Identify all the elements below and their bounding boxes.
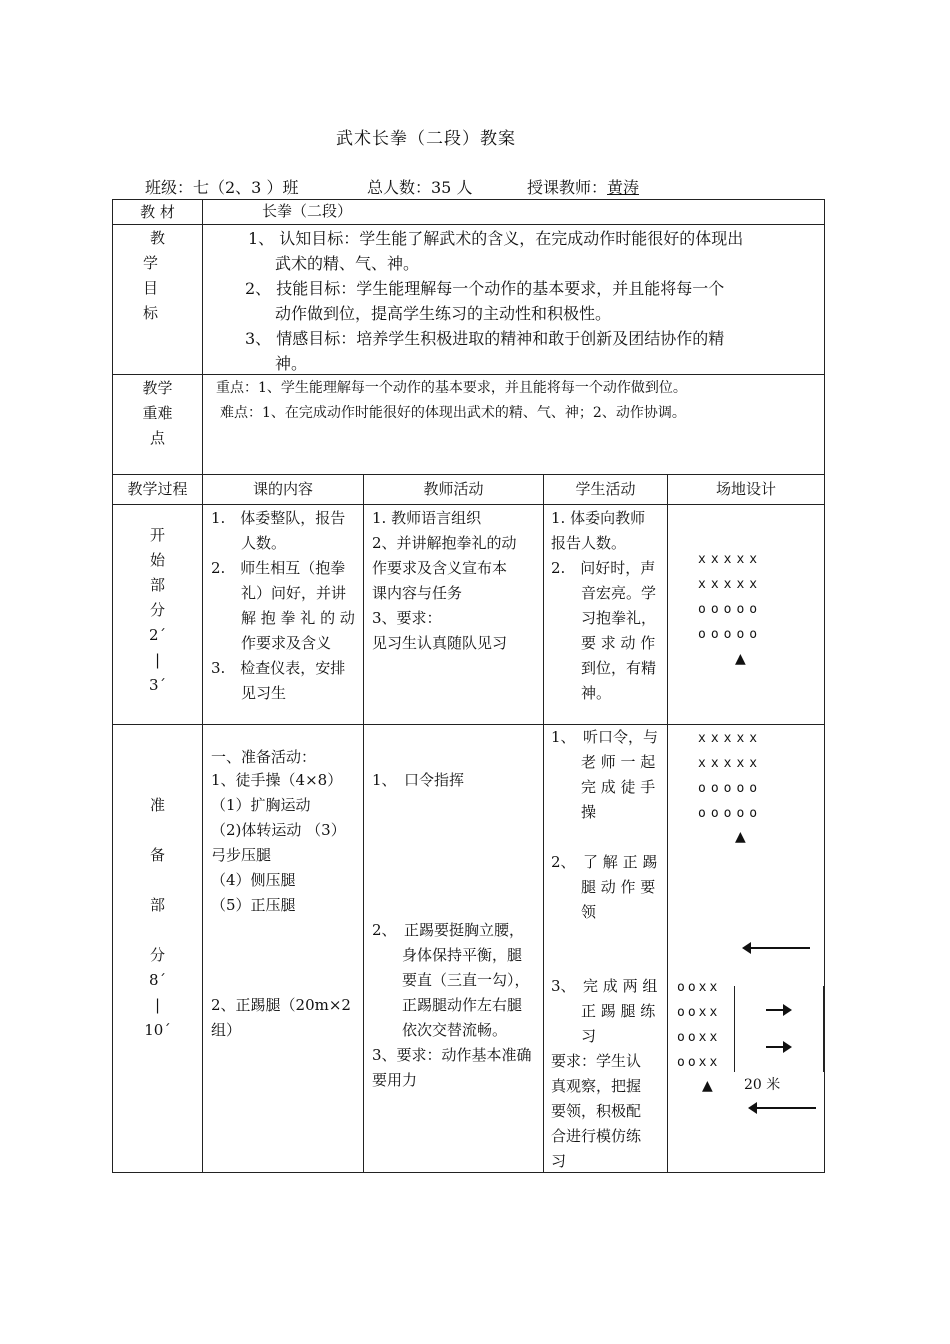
- teacher-line: 3、要求：动作基本准确: [372, 1046, 532, 1064]
- rule: [112, 224, 825, 225]
- goal-label: [113, 226, 202, 326]
- section-label-char: 始: [149, 551, 165, 569]
- end-line: [823, 986, 825, 1072]
- teacher-line: 2、并讲解抱拳礼的动: [372, 534, 517, 552]
- goal-label-char: 学: [142, 254, 158, 272]
- document-title: 武术长拳（二段）教案: [336, 129, 516, 149]
- content-line: 1、徒手操（4×8）: [211, 771, 343, 789]
- formation-row: ooooo: [698, 806, 763, 821]
- goal-label-char: 教: [149, 229, 165, 247]
- rule: [112, 1172, 825, 1173]
- student-line: 要 求 动 作: [551, 634, 656, 652]
- content-line: （4）侧压腿: [211, 871, 296, 889]
- content-line: 2、正踢腿（20m×2: [211, 996, 351, 1014]
- material-label: 教 材: [140, 203, 175, 221]
- section-label-char: 分: [149, 601, 165, 619]
- student-line: 习: [551, 1152, 567, 1170]
- teacher-line: 要直（三直一勾），: [372, 971, 530, 989]
- student-line: 腿 动 作 要: [551, 878, 656, 896]
- line-row: ooxx: [677, 980, 721, 995]
- arrow-left-icon: [742, 942, 810, 954]
- teacher-triangle-icon: ▲: [735, 829, 746, 845]
- student-line: 习: [551, 1027, 597, 1045]
- student-line: 音宏亮。学: [551, 584, 657, 602]
- prep-section-label: [113, 793, 202, 1043]
- student-line: 报告人数。: [551, 534, 627, 552]
- line-row: ooxx: [677, 1030, 721, 1045]
- header-site: 场地设计: [715, 480, 776, 498]
- teacher-line: 要用力: [372, 1071, 418, 1089]
- section-label-char: 准: [149, 796, 165, 814]
- content-line: （5）正压腿: [211, 896, 296, 914]
- student-line: 2、 了 解 正 踢: [551, 853, 658, 871]
- rule: [112, 199, 825, 200]
- student-line: 到位，有精: [551, 659, 657, 677]
- teacher-name: 黄涛: [607, 178, 640, 197]
- content-line: 作要求及含义: [211, 634, 332, 652]
- teacher-line: 正踢腿动作左右腿: [372, 996, 523, 1014]
- content-line: 解 抱 拳 礼 的 动: [211, 609, 355, 627]
- student-line: 正 踢 腿 练: [551, 1002, 656, 1020]
- material-value: 长拳（二段）: [262, 202, 353, 220]
- goal-line: 武术的精、气、神。: [275, 254, 420, 273]
- teacher-label: [527, 175, 639, 198]
- section-label-char: 部: [149, 576, 165, 594]
- teacher-line: 身体保持平衡，腿: [372, 946, 523, 964]
- header-teacher: 教师活动: [423, 480, 484, 498]
- line-row: ooxx: [677, 1005, 721, 1020]
- key-point: 重点：1、学生能理解每一个动作的基本要求，并且能将每一个动作做到位。: [216, 380, 687, 396]
- student-line: 2. 问好时，声: [551, 559, 656, 577]
- student-line: 领: [551, 903, 597, 921]
- content-line: 组）: [211, 1021, 242, 1039]
- section-label-char: 备: [149, 846, 165, 864]
- teacher-line: 3、要求：: [372, 609, 442, 627]
- section-label-char: 8´: [148, 971, 167, 989]
- formation-row: xxxxx: [698, 552, 763, 567]
- rule: [202, 199, 203, 1173]
- formation-row: xxxxx: [698, 577, 763, 592]
- teacher-triangle-icon: ▲: [702, 1078, 713, 1094]
- teacher-line: 1. 教师语言组织: [372, 509, 482, 527]
- formation-row: xxxxx: [698, 731, 763, 746]
- student-line: 要领，积极配: [551, 1102, 642, 1120]
- arrow-left-icon: [748, 1102, 816, 1114]
- student-line: 要求：学生认: [551, 1052, 642, 1070]
- student-line: 完 成 徒 手: [551, 778, 656, 796]
- section-label-char: |: [154, 651, 161, 669]
- key-label-line: 点: [149, 429, 165, 447]
- teacher-line: 1、 口令指挥: [372, 771, 465, 789]
- rule: [667, 474, 668, 1173]
- formation-row: ooooo: [698, 781, 763, 796]
- goal-label-char: 目: [142, 279, 158, 297]
- student-line: 老 师 一 起: [551, 753, 656, 771]
- formation-row: xxxxx: [698, 756, 763, 771]
- student-line: 习抱拳礼，: [551, 609, 657, 627]
- student-line: 真观察，把握: [551, 1077, 642, 1095]
- arrow-right-icon: [766, 1041, 792, 1053]
- teacher-line: 见习生认真随队见习: [372, 634, 508, 652]
- rule: [363, 474, 364, 1173]
- content-line: 见习生: [211, 684, 287, 702]
- teacher-line: 依次交替流畅。: [372, 1021, 508, 1039]
- header-content: 课的内容: [252, 480, 313, 498]
- goal-line: 动作做到位，提高学生练习的主动性和积极性。: [275, 304, 612, 323]
- content-line: 1. 体委整队，报告: [211, 509, 346, 527]
- goal-line: 3、 情感目标：培养学生积极进取的精神和敢于创新及团结协作的精: [245, 329, 725, 348]
- section-label-char: 10´: [144, 1021, 171, 1039]
- content-line: （1）扩胸运动: [211, 796, 311, 814]
- content-line: 3. 检查仪表，安排: [211, 659, 346, 677]
- header-student: 学生活动: [575, 480, 636, 498]
- content-line: 弓步压腿: [211, 846, 272, 864]
- class-info: 班级：七（2、3 ）班: [145, 178, 299, 197]
- teacher-triangle-icon: ▲: [735, 651, 746, 667]
- difficult-point: 难点：1、在完成动作时能很好的体现出武术的精、气、神；2、动作协调。: [220, 405, 686, 421]
- formation-row: ooooo: [698, 602, 763, 617]
- section-label-char: 分: [149, 946, 165, 964]
- start-line: [734, 986, 735, 1072]
- content-line: （2)体转运动 （3）: [211, 821, 346, 839]
- section-label-char: |: [154, 996, 161, 1014]
- content-line: 2. 师生相互（抱拳: [211, 559, 346, 577]
- rule: [112, 724, 825, 725]
- arrow-right-icon: [766, 1004, 792, 1016]
- goal-label-char: 标: [142, 304, 158, 322]
- formation-row: ooooo: [698, 627, 763, 642]
- distance-label: 20 米: [744, 1077, 781, 1093]
- rule: [112, 504, 825, 505]
- section-label-char: 2´: [148, 626, 167, 644]
- student-line: 1. 体委向教师: [551, 509, 646, 527]
- teacher-line: 课内容与任务: [372, 584, 463, 602]
- goal-line: 1、 认知目标：学生能了解武术的含义，在完成动作时能很好的体现出: [248, 229, 744, 248]
- student-line: 合进行模仿练: [551, 1127, 642, 1145]
- section-label-char: 开: [149, 526, 165, 544]
- goal-line: 2、 技能目标：学生能理解每一个动作的基本要求，并且能将每一个: [245, 279, 725, 298]
- total-students: 总人数：35 人: [367, 178, 473, 197]
- student-line: 3、 完 成 两 组: [551, 977, 658, 995]
- teacher-line: 2、 正踢要挺胸立腰，: [372, 921, 525, 939]
- goal-line: 神。: [275, 354, 308, 373]
- line-row: ooxx: [677, 1055, 721, 1070]
- key-label-line: 教学: [142, 379, 173, 397]
- key-label: [113, 376, 202, 451]
- rule: [112, 374, 825, 375]
- content-line: 礼）问好，并讲: [211, 584, 347, 602]
- header-process: 教学过程: [127, 480, 188, 498]
- content-line: 人数。: [211, 534, 287, 552]
- student-line: 1、 听口令，与: [551, 728, 659, 746]
- content-line: 一、准备活动：: [211, 748, 317, 766]
- key-label-line: 重难: [142, 404, 173, 422]
- student-line: 神。: [551, 684, 612, 702]
- teacher-label-text: 授课教师：: [527, 178, 608, 197]
- rule: [112, 474, 825, 475]
- section-label-char: 3´: [148, 676, 167, 694]
- teacher-line: 作要求及含义宣布本: [372, 559, 508, 577]
- rule: [543, 474, 544, 1173]
- student-line: 操: [551, 803, 597, 821]
- start-section-label: [113, 523, 202, 698]
- section-label-char: 部: [149, 896, 165, 914]
